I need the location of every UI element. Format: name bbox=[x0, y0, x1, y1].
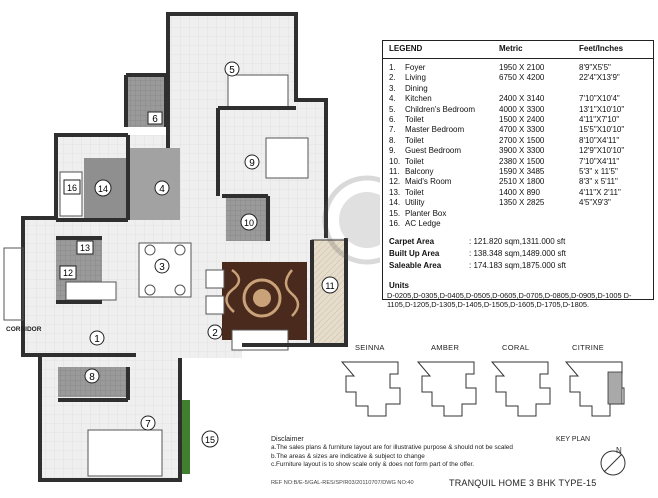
legend-row-name: AC Ledge bbox=[405, 219, 441, 228]
svg-text:9: 9 bbox=[249, 158, 255, 169]
legend-row-metric: 1950 X 2100 bbox=[499, 63, 545, 72]
legend-row-number: 16. bbox=[389, 219, 401, 228]
svg-text:13: 13 bbox=[79, 243, 91, 253]
room-badge-4 bbox=[155, 181, 169, 195]
built-up-area-value: : 138.348 sqm,1489.000 sft bbox=[469, 249, 566, 258]
room-badge-1 bbox=[90, 331, 104, 345]
legend-row-feet: 7'10"X4'11" bbox=[579, 156, 620, 166]
legend-row-metric: 2510 X 1800 bbox=[499, 177, 545, 187]
saleable-area-value: : 174.183 sqm,1875.000 sft bbox=[469, 261, 566, 270]
legend-row-feet: 4'5"X9'3" bbox=[579, 198, 611, 208]
legend-row-name: Toilet bbox=[405, 115, 424, 124]
legend-row-feet: 8'10"X4'11" bbox=[579, 135, 620, 145]
corridor-ledge bbox=[4, 248, 23, 320]
metric-header-label: Metric bbox=[499, 44, 523, 53]
planter-box bbox=[182, 400, 190, 474]
plan-title: TRANQUIL HOME 3 BHK TYPE-15 bbox=[449, 478, 597, 488]
room-badge-14 bbox=[95, 180, 111, 196]
legend-row-metric: 1400 X 890 bbox=[499, 187, 540, 197]
legend-row-metric: 1350 X 2825 bbox=[499, 198, 545, 208]
svg-text:11: 11 bbox=[325, 281, 335, 291]
room-badge-3 bbox=[155, 259, 169, 273]
svg-text:1: 1 bbox=[94, 334, 100, 345]
legend-row-number: 1. bbox=[389, 63, 396, 72]
room-badge-5 bbox=[225, 62, 239, 76]
legend-header-label: LEGEND bbox=[389, 44, 423, 53]
carpet-area-row bbox=[389, 237, 566, 246]
legend-row-number: 8. bbox=[389, 135, 396, 145]
room-badge-6 bbox=[148, 112, 162, 125]
legend-row-name: Guest Bedroom bbox=[405, 146, 462, 156]
legend-row-feet: 22'4"X13'9" bbox=[579, 73, 620, 83]
room-badge-12 bbox=[60, 266, 76, 279]
disclaimer-block bbox=[271, 436, 561, 470]
svg-text:6: 6 bbox=[152, 114, 158, 125]
room-badge-15 bbox=[202, 431, 218, 447]
legend-row-metric: 4000 X 3300 bbox=[499, 104, 545, 114]
room-badge-13 bbox=[77, 241, 93, 254]
legend-row-metric: 1500 X 2400 bbox=[499, 115, 545, 124]
built-up-area-label: Built Up Area bbox=[389, 249, 440, 258]
legend-row-number: 7. bbox=[389, 125, 396, 135]
legend-row-name: Balcony bbox=[405, 167, 434, 176]
tower-outline-amber bbox=[418, 362, 476, 416]
key-plan-label: KEY PLAN bbox=[556, 436, 591, 443]
svg-text:2: 2 bbox=[212, 328, 218, 339]
svg-text:10: 10 bbox=[243, 218, 255, 228]
svg-text:14: 14 bbox=[97, 184, 109, 194]
legend-row-feet: 5'3" x 11'5" bbox=[579, 167, 618, 176]
north-arrow-icon bbox=[598, 444, 628, 478]
svg-text:N: N bbox=[616, 446, 622, 455]
legend-row-name: Master Bedroom bbox=[405, 125, 465, 135]
svg-text:8: 8 bbox=[89, 372, 95, 383]
saleable-area-row bbox=[389, 261, 566, 270]
room-badge-7 bbox=[141, 416, 155, 430]
legend-row-name: Toilet bbox=[405, 187, 424, 197]
room-badge-9 bbox=[245, 155, 259, 169]
legend-row-number: 11. bbox=[389, 167, 400, 176]
legend-row-number: 4. bbox=[389, 94, 396, 104]
svg-text:7: 7 bbox=[145, 419, 151, 430]
legend-row-number: 13. bbox=[389, 187, 401, 197]
legend-row-metric: 3900 X 3300 bbox=[499, 146, 545, 156]
legend-row-feet: 4'11"X 2'11" bbox=[579, 187, 621, 197]
legend-row-number: 15. bbox=[389, 208, 401, 218]
tower-label-seinna: SEINNA bbox=[355, 343, 385, 352]
highlighted-unit bbox=[608, 372, 622, 404]
legend-row-number: 12. bbox=[389, 177, 401, 187]
legend-row-name: Children's Bedroom bbox=[405, 104, 476, 114]
legend-row-name: Living bbox=[405, 73, 426, 83]
legend-row-name: Planter Box bbox=[405, 208, 447, 218]
svg-text:15: 15 bbox=[204, 435, 216, 445]
legend-table bbox=[382, 40, 654, 300]
legend-row-name: Dining bbox=[405, 83, 428, 93]
legend-row-name: Foyer bbox=[405, 63, 426, 72]
legend-row-number: 9. bbox=[389, 146, 396, 156]
legend-row-number: 3. bbox=[389, 83, 396, 93]
legend-header-row bbox=[383, 41, 653, 59]
legend-row-name: Maid's Room bbox=[405, 177, 452, 187]
svg-text:5: 5 bbox=[229, 65, 235, 76]
disclaimer-title: Disclaimer bbox=[271, 436, 304, 443]
legend-row-feet: 8'3" x 5'11" bbox=[579, 177, 618, 187]
units-list: D-0205,D-0305,D-0405,D-0505,D-0605,D-0705,D-0805,D-0905,D-1005 D-1105,D-1205,D-1305,D-1405,D-1505,D-1605,D-1705,D-1805. bbox=[387, 291, 632, 309]
legend-row-metric: 1590 X 3485 bbox=[499, 167, 545, 176]
tower-outline-coral bbox=[492, 362, 550, 416]
room-badge-11 bbox=[322, 277, 338, 293]
legend-row-feet: 12'9"X10'10" bbox=[579, 146, 625, 156]
legend-row-name: Toilet bbox=[405, 156, 424, 166]
svg-text:12: 12 bbox=[62, 268, 74, 278]
svg-text:3: 3 bbox=[159, 262, 165, 273]
legend-row-metric: 4700 X 3300 bbox=[499, 125, 545, 135]
legend-row-name: Toilet bbox=[405, 135, 424, 145]
reference-number: REF NO:B/E-5/GAL-RES/SP/R03/20110707/DWG NO:40 bbox=[271, 480, 414, 486]
legend-row-number: 5. bbox=[389, 104, 396, 114]
legend-row-metric: 2380 X 1500 bbox=[499, 156, 545, 166]
saleable-area-label: Saleable Area bbox=[389, 261, 442, 270]
legend-row-feet: 4'11"X7'10" bbox=[579, 115, 620, 124]
svg-text:4: 4 bbox=[159, 184, 165, 195]
disclaimer-line-a: a.The sales plans & furniture layout are for illustrative purpose & should not be scaled bbox=[271, 444, 513, 452]
legend-row-feet: 8'9"X5'5" bbox=[579, 63, 611, 72]
built-up-area-row bbox=[389, 249, 566, 258]
room-badge-2 bbox=[208, 325, 222, 339]
key-plan-diagram bbox=[330, 352, 652, 432]
disclaimer-line-c: c.Furniture layout is to show scale only & does not form part of the offer. bbox=[271, 461, 475, 469]
legend-row-feet: 13'1"X10'10" bbox=[579, 104, 625, 114]
legend-row-metric: 2400 X 3140 bbox=[499, 94, 545, 104]
legend-row-number: 6. bbox=[389, 115, 396, 124]
legend-row-metric: 2700 X 1500 bbox=[499, 135, 545, 145]
tower-label-citrine: CITRINE bbox=[572, 343, 605, 352]
legend-row-number: 10. bbox=[389, 156, 401, 166]
living-rug bbox=[222, 262, 307, 340]
room-badge-8 bbox=[85, 369, 99, 383]
legend-row-number: 14. bbox=[389, 198, 401, 208]
legend-row-feet: 15'5"X10'10" bbox=[579, 125, 625, 135]
legend-row-name: Utility bbox=[405, 198, 425, 208]
legend-row-feet: 7'10"X10'4" bbox=[579, 94, 620, 104]
carpet-area-value: : 121.820 sqm,1311.000 sft bbox=[469, 237, 566, 246]
feet-header-label: Feet/Inches bbox=[579, 44, 624, 53]
room-badge-10 bbox=[241, 214, 257, 230]
tower-label-coral: CORAL bbox=[502, 343, 530, 352]
legend-row-number: 2. bbox=[389, 73, 396, 83]
disclaimer-line-b: b.The areas & sizes are indicative & subject to change bbox=[271, 452, 425, 460]
units-title: Units bbox=[389, 281, 409, 290]
tower-label-amber: AMBER bbox=[431, 343, 460, 352]
tower-outline-seinna bbox=[342, 362, 400, 416]
svg-text:16: 16 bbox=[66, 183, 78, 193]
legend-row-metric: 6750 X 4200 bbox=[499, 73, 545, 83]
room-badge-16 bbox=[64, 180, 80, 194]
corridor-label: CORRIDOR bbox=[6, 326, 42, 333]
carpet-area-label: Carpet Area bbox=[389, 237, 435, 246]
legend-row-name: Kitchen bbox=[405, 94, 432, 104]
